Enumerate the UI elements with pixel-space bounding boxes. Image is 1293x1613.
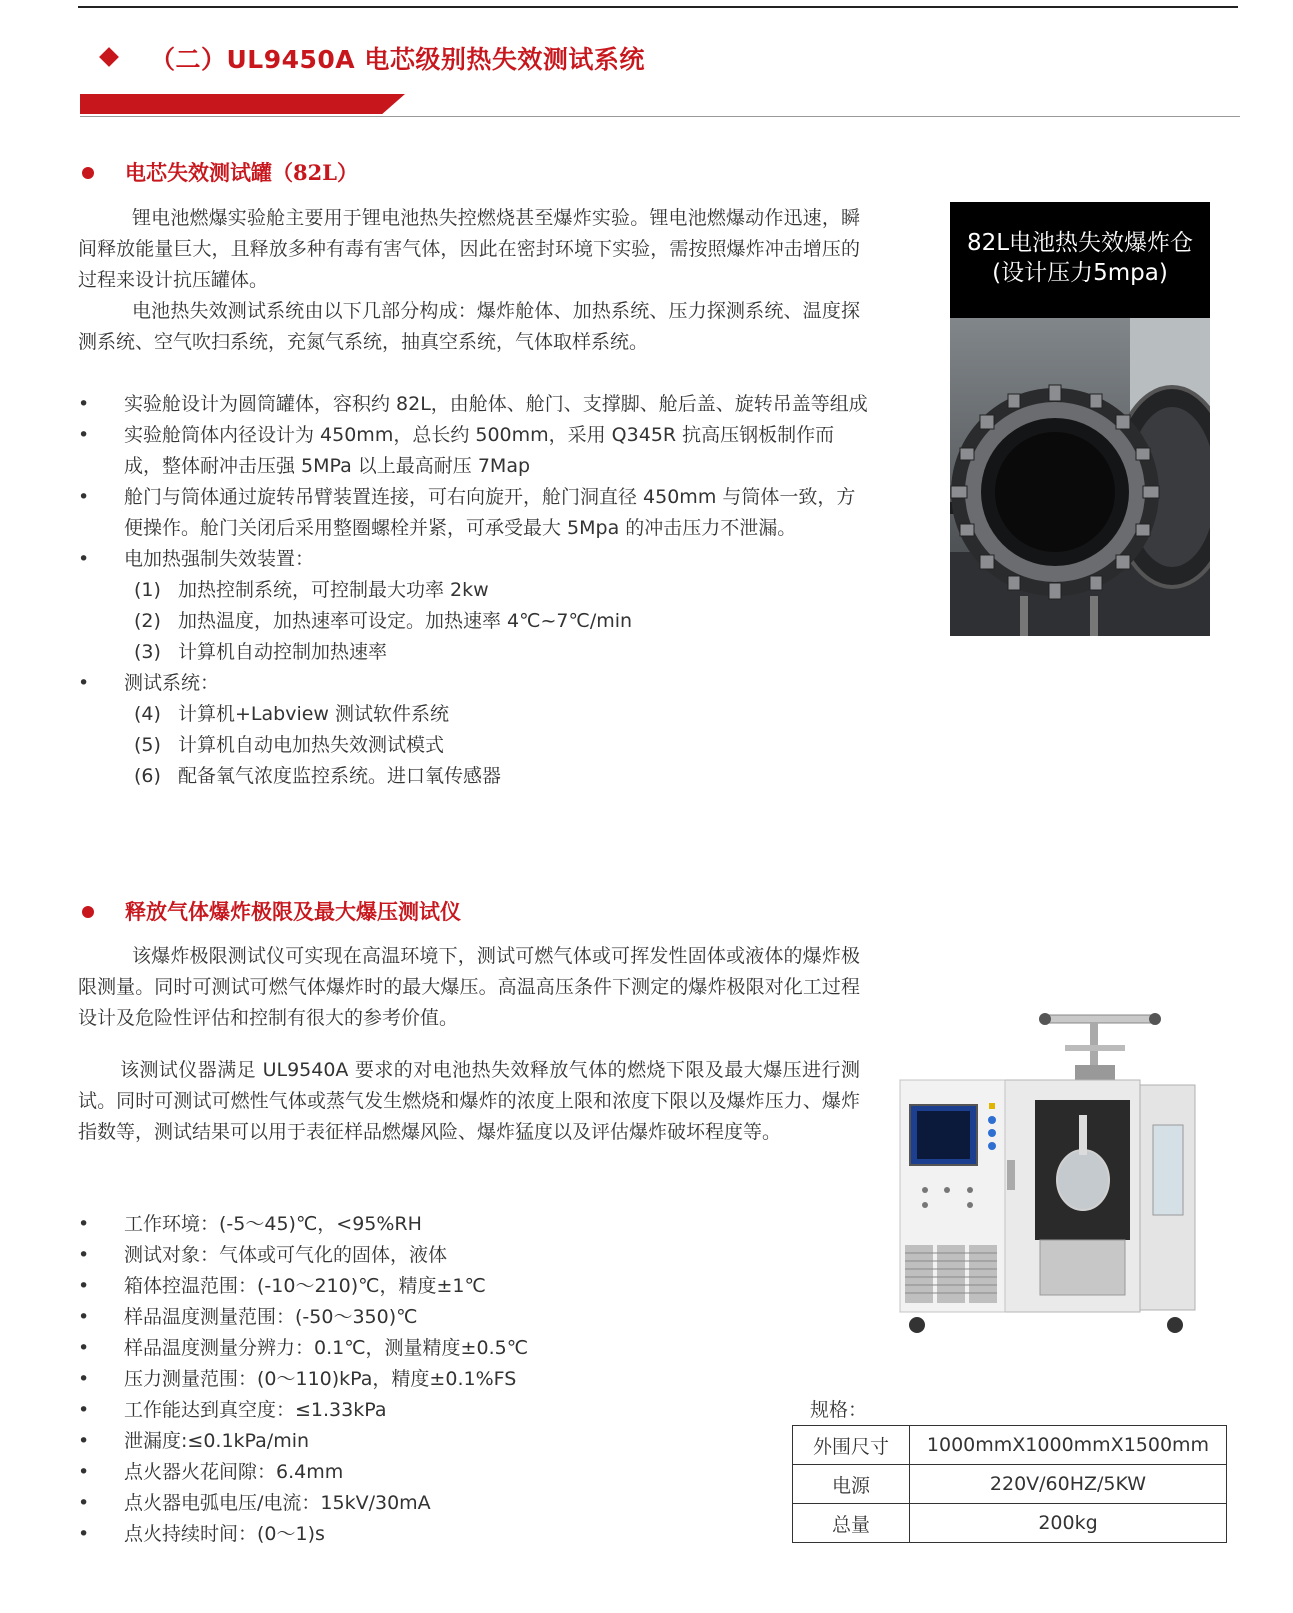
- list-item: • 实验舱设计为圆筒罐体，容积约 82L，由舱体、舱门、支撑脚、舱后盖、旋转吊盖等组成: [78, 389, 868, 420]
- spec-label: 规格：: [810, 1399, 868, 1421]
- bullet-icon: •: [78, 1244, 90, 1266]
- list-item: • 工作能达到真空度：≤1.33kPa: [78, 1395, 598, 1426]
- feature-list-1: [78, 389, 868, 792]
- heating-sublist: [78, 575, 868, 668]
- spec-table: [792, 1425, 1227, 1543]
- paragraph: 该测试仪器满足 UL9540A 要求的对电池热失效释放气体的燃烧下限及最大爆压进行测试。同时可测试可燃性气体或蒸气发生燃烧和爆炸的浓度上限和浓度下限以及爆炸压力、爆炸指数等，测试结果可以用于表征样品燃爆风险、爆炸猛度以及评估爆炸破坏程度等。: [78, 1059, 860, 1143]
- header-rule: [80, 116, 1240, 117]
- bullet-icon: •: [78, 1399, 90, 1421]
- list-item: • 测试对象：气体或可气化的固体，液体: [78, 1240, 598, 1271]
- diamond-icon: [99, 47, 119, 67]
- bullet-icon: •: [78, 548, 90, 570]
- list-item: • 电加热强制失效装置： (1) 加热控制系统，可控制最大功率 2kw (2) 加热温度，加热速率可设定。加热速率 4℃~7℃/min (3) 计算机自动控制加热速率: [78, 544, 868, 668]
- list-item: (4) 计算机+Labview 测试软件系统: [134, 703, 450, 725]
- table-row: [793, 1504, 1227, 1543]
- list-item: (2) 加热温度，加热速率可设定。加热速率 4℃~7℃/min: [134, 610, 633, 632]
- bullet-dot-icon: [82, 167, 94, 179]
- bullet-icon: •: [78, 486, 90, 508]
- spec-value: 1000mmX1000mmX1500mm: [910, 1426, 1227, 1465]
- feature-list-2: [78, 1209, 598, 1550]
- spec-value: 200kg: [910, 1504, 1227, 1543]
- spec-key: 外围尺寸: [793, 1426, 910, 1465]
- spec-key: 总量: [793, 1504, 910, 1543]
- list-item: (1) 加热控制系统，可控制最大功率 2kw: [134, 579, 489, 601]
- bullet-icon: •: [78, 672, 90, 694]
- bullet-icon: •: [78, 393, 90, 415]
- photo-caption: 82L电池热失效爆炸仓 (设计压力5mpa): [950, 202, 1210, 318]
- list-item: • 舱门与筒体通过旋转吊臂装置连接，可右向旋开，舱门洞直径 450mm 与筒体一致，方便操作。舱门关闭后采用整圈螺栓并紧，可承受最大 5Mpa 的冲击压力不泄漏。: [78, 482, 868, 544]
- list-item: • 点火器火花间隙：6.4mm: [78, 1457, 598, 1488]
- subsection-heading-2: 释放气体爆炸极限及最大爆压测试仪: [125, 899, 461, 924]
- bullet-icon: •: [78, 1306, 90, 1328]
- list-item: • 箱体控温范围：(-10～210)℃，精度±1℃: [78, 1271, 598, 1302]
- list-item: (6) 配备氧气浓度监控系统。进口氧传感器: [134, 765, 502, 787]
- list-item: (5) 计算机自动电加热失效测试模式: [134, 734, 445, 756]
- chamber-photo: [950, 202, 1210, 636]
- list-item: • 点火器电弧电压/电流：15kV/30mA: [78, 1488, 598, 1519]
- list-item: • 实验舱筒体内径设计为 450mm，总长约 500mm，采用 Q345R 抗高压钢板制作而成，整体耐冲击压强 5MPa 以上最高耐压 7Map: [78, 420, 868, 482]
- title-accent-band: [80, 94, 405, 114]
- list-item: • 工作环境：(-5～45)℃，<95%RH: [78, 1209, 598, 1240]
- list-item: • 测试系统： (4) 计算机+Labview 测试软件系统 (5) 计算机自动电加热失效测试模式 (6) 配备氧气浓度监控系统。进口氧传感器: [78, 668, 868, 792]
- list-item: • 样品温度测量分辨力：0.1℃，测量精度±0.5℃: [78, 1333, 598, 1364]
- test-sublist: [78, 699, 868, 792]
- bullet-icon: •: [78, 1275, 90, 1297]
- table-row: [793, 1426, 1227, 1465]
- table-row: [793, 1465, 1227, 1504]
- list-item: • 泄漏度:≤0.1kPa/min: [78, 1426, 598, 1457]
- subsection-heading-1: 电芯失效测试罐（82L）: [125, 160, 358, 185]
- bullet-icon: •: [78, 1368, 90, 1390]
- paragraph: 锂电池燃爆实验舱主要用于锂电池热失控燃烧甚至爆炸实验。锂电池燃爆动作迅速，瞬间释放能量巨大，且释放多种有毒有害气体，因此在密封环境下实验，需按照爆炸冲击增压的过程来设计抗压罐体。: [78, 207, 860, 291]
- paragraph: 电池热失效测试系统由以下几部分构成：爆炸舱体、加热系统、压力探测系统、温度探测系统、空气吹扫系统，充氮气系统，抽真空系统，气体取样系统。: [78, 300, 860, 353]
- spec-key: 电源: [793, 1465, 910, 1504]
- spec-value: 220V/60HZ/5KW: [910, 1465, 1227, 1504]
- paragraph: 该爆炸极限测试仪可实现在高温环境下，测试可燃气体或可挥发性固体或液体的爆炸极限测量。同时可测试可燃气体爆炸时的最大爆压。高温高压条件下测定的爆炸极限对化工过程设计及危险性评估和控制有很大的参考价值。: [78, 945, 860, 1029]
- bullet-icon: •: [78, 424, 90, 446]
- bullet-icon: •: [78, 1430, 90, 1452]
- list-item: • 样品温度测量范围：(-50～350)℃: [78, 1302, 598, 1333]
- bullet-icon: •: [78, 1523, 90, 1545]
- bullet-dot-icon: [82, 906, 94, 918]
- top-rule: [78, 6, 1238, 8]
- bullet-icon: •: [78, 1213, 90, 1235]
- bullet-icon: •: [78, 1492, 90, 1514]
- section-title: （二）UL9450A 电芯级别热失效测试系统: [150, 45, 645, 74]
- bullet-icon: •: [78, 1337, 90, 1359]
- list-item: • 点火持续时间：(0～1)s: [78, 1519, 598, 1550]
- list-item: (3) 计算机自动控制加热速率: [134, 641, 388, 663]
- list-item: • 压力测量范围：(0～110)kPa，精度±0.1%FS: [78, 1364, 598, 1395]
- bullet-icon: •: [78, 1461, 90, 1483]
- instrument-photo: [895, 1005, 1215, 1355]
